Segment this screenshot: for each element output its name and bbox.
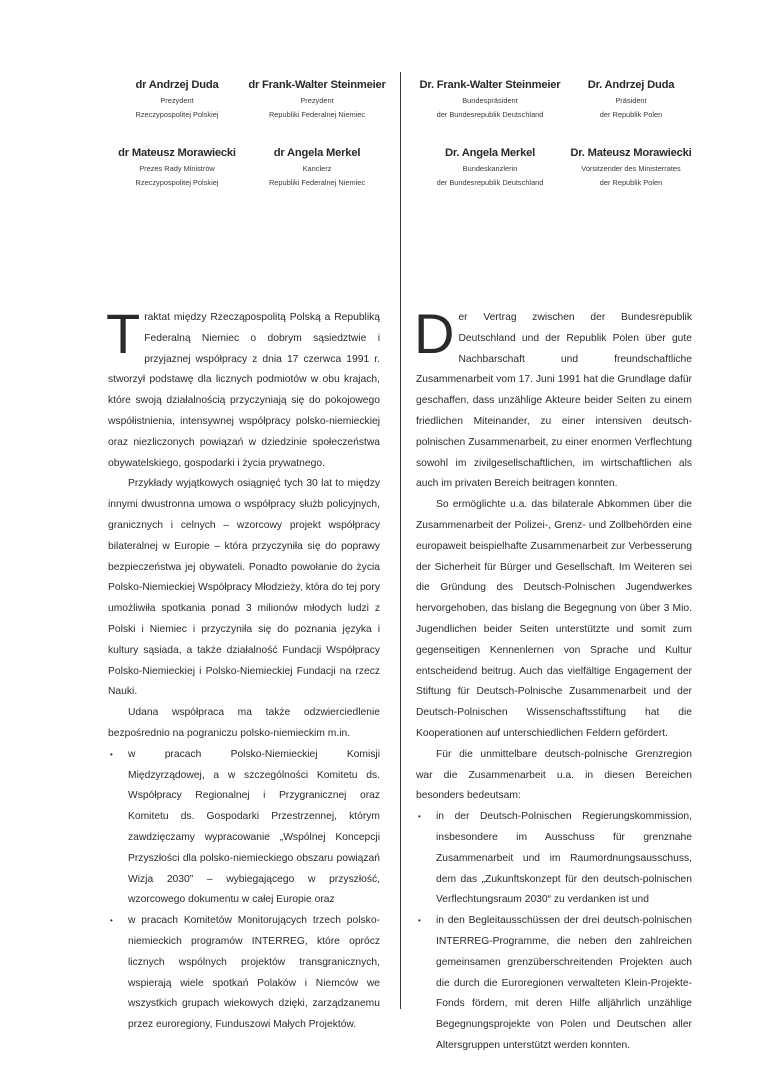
signature-duda-de — [566, 79, 696, 122]
paragraph-1-text: er Vertrag zwischen der Bundesrepublik Deutschland und der Republik Polen über gute Nachbarschaft und freundschaftliche Zusammenarbeit vom 17. Juni 1991 hat die Grundlage dafür geschaffen, dass unzählige Akteure beider Seiten zu einem friedlichen Miteinander, zu einer intensiven deutsch-polnischen Zusammenarbeit, zu einer enormen Verflechtung sowohl im zivilgesellschaftlichen, im wirtschaftlichen als auch im privaten Bereich beitragen konnten. — [416, 312, 692, 490]
signatory-name: Dr. Andrzej Duda — [587, 79, 675, 91]
paragraph-3: Für die unmittelbare deutsch-polnische Grenzregion war die Zusammenarbeit u.a. in diesen Bereichen besonders bedeutsam: — [416, 748, 692, 802]
list-item — [108, 911, 380, 1036]
signatory-office: der Bundesrepublik Deutschland — [436, 110, 544, 119]
signatory-office: Republiki Federalnej Niemiec — [268, 110, 366, 119]
signatory-title: Prezydent — [160, 96, 194, 105]
paragraph-1 — [106, 302, 380, 474]
signatory-title: Bundespräsident — [462, 96, 518, 105]
list-item-text: in den Begleitausschüssen der drei deutsch-polnischen INTERREG-Programme, die neben den zahlreichen gemeinsamen grenzüberschreitenden Projekten auch die durch die Euroregionen verwalteten Klein-Projekte-Fonds fördern, mit deren Hilfe alljährlich unzählige Begegnungsprojekte von Polen und Deutschen aller Altersgruppen unterstützt werden konnten. — [436, 915, 692, 1051]
signatory-name: dr Frank-Walter Steinmeier — [248, 79, 386, 91]
signature-merkel-de — [416, 147, 564, 190]
signatory-title: Kanclerz — [302, 164, 332, 173]
bullet-list — [108, 745, 380, 1036]
bullet-icon: • — [110, 749, 113, 759]
bullet-list — [416, 807, 692, 1057]
bullet-icon: • — [418, 916, 421, 926]
signature-merkel-pl — [242, 147, 392, 190]
signatory-office: der Bundesrepublik Deutschland — [436, 178, 544, 187]
paragraph-1 — [414, 302, 692, 495]
column-divider — [400, 72, 401, 1009]
drop-cap: T — [106, 302, 141, 365]
signature-steinmeier-de — [416, 79, 564, 122]
signatory-name: dr Mateusz Morawiecki — [118, 147, 236, 159]
signatory-office: der Republik Polen — [599, 178, 663, 187]
list-item — [416, 911, 692, 1057]
signatory-name: Dr. Frank-Walter Steinmeier — [419, 79, 561, 91]
signatory-title: Prezydent — [300, 96, 334, 105]
signature-steinmeier-pl — [242, 79, 392, 122]
bullet-icon: • — [110, 916, 113, 926]
bullet-icon: • — [418, 812, 421, 822]
signature-morawiecki-pl — [108, 147, 246, 190]
signature-morawiecki-de — [564, 147, 698, 190]
list-item — [416, 807, 692, 911]
signatory-office: Republiki Federalnej Niemiec — [268, 178, 366, 187]
list-item-text: w pracach Polsko-Niemieckiej Komisji Międzyrządowej, a w szczególności Komitetu ds. Współpracy Regionalnej i Przygranicznej oraz Komitetu ds. Gospodarki Przestrzennej, którym zawdzięczamy wypracowanie „Wspólnej Koncepcji Przyszłości dla polsko-niemieckiego obszaru powiązań Wizja 2030” – wybiegającego w przyszłość, wzorcowego dokumentu w całej Europie oraz — [128, 748, 380, 906]
paragraph-2: So ermöglichte u.a. das bilaterale Abkommen über die Zusammenarbeit der Polizei-, Grenz- und Zollbehörden eine europaweit beispielhafte Zusammenarbeit zur Verbesserung der Sicherheit für Bürger und Gesellschaft. Im Weiteren sei die Gründung des Deutsch-Polnischen Jugendwerkes hervorgehoben, das bislang die Begegnung von über 3 Mio. Jugendlichen beider Seiten unterstützte und somit zum gegenseitigen Kennenlernen von Sprache und Kultur entscheidend beitrug. Auch das vielfältige Engagement der Stiftung für Deutsch-Polnische Zusammenarbeit und der Deutsch-Polnischen Wissenschaftsstiftung hat die Kooperationen auf unterschiedlichen Feldern gefördert. — [416, 499, 692, 739]
signatory-name: dr Andrzej Duda — [135, 79, 219, 91]
list-item — [108, 745, 380, 911]
paragraph-1-text: raktat między Rzecząpospolitą Polską a Republiką Federalną Niemiec o dobrym sąsiedztwie i przyjaznej współpracy z dnia 17 czerwca 1991 r. stworzył podstawę dla licznych podmiotów w obu krajach, które swoją działalnością przyczyniają się do pokojowego współistnienia, intensywnej współpracy polsko-niemieckiej oraz niezliczonych powiązań w dziedzinie społeczeństwa obywatelskiego, gospodarki i życia prywatnego. — [108, 312, 380, 469]
signatory-office: Rzeczypospolitej Polskiej — [135, 178, 219, 187]
signatory-title: Vorsitzender des Ministerrates — [581, 164, 681, 173]
polish-body-text — [106, 302, 380, 1036]
signature-duda-pl — [116, 79, 238, 122]
signatory-title: Präsident — [615, 96, 647, 105]
paragraph-2: Przykłady wyjątkowych osiągnięć tych 30 lat to między innymi dwustronna umowa o współpracy służb policyjnych, granicznych i celnych – wzorcowy projekt współpracy bilateralnej w Europie – która przyczyniła się do poprawy bezpieczeństwa jej obywateli. Ponadto powołanie do życia Polsko-Niemieckiej Współpracy Młodzieży, która do tej pory umożliwiła spotkania ponad 3 milionów młodych ludzi z Polski i Niemiec i przyczyniła się do poznania języka i kultury sąsiada, a także działalność Fundacji Współpracy Polsko-Niemieckiej i Polsko-Niemieckiej Fundacji na rzecz Nauki. — [108, 478, 380, 698]
paragraph-3: Udana współpraca ma także odzwierciedlenie bezpośrednio na pograniczu polsko-niemieckim m.in. — [108, 707, 380, 739]
signatory-title: Bundeskanzlerin — [462, 164, 518, 173]
signatory-office: Rzeczypospolitej Polskiej — [135, 110, 219, 119]
list-item-text: w pracach Komitetów Monitorujących trzech polsko-niemieckich programów INTERREG, które oprócz licznych wspólnych projektów transgranicznych, wspierają wiele spotkań Polaków i Niemców we wszystkich grupach wiekowych dzięki, zarządzanemu przez euroregiony, Funduszowi Małych Projektów. — [128, 915, 380, 1031]
drop-cap: D — [414, 302, 455, 365]
signatory-name: Dr. Mateusz Morawiecki — [570, 147, 692, 159]
signatory-name: Dr. Angela Merkel — [444, 147, 536, 159]
signatory-office: der Republik Polen — [599, 110, 663, 119]
german-body-text — [414, 302, 692, 1057]
signatory-title: Prezes Rady Ministrów — [139, 164, 215, 173]
signatory-name: dr Angela Merkel — [273, 147, 361, 159]
list-item-text: in der Deutsch-Polnischen Regierungskommission, insbesondere im Ausschuss für grenznahe Zusammenarbeit und im Raumordnungsausschuss, dem das „Zukunftskonzept für den deutsch-polnischen Verflechtungsraum 2030“ zu verdanken ist und — [436, 811, 692, 906]
